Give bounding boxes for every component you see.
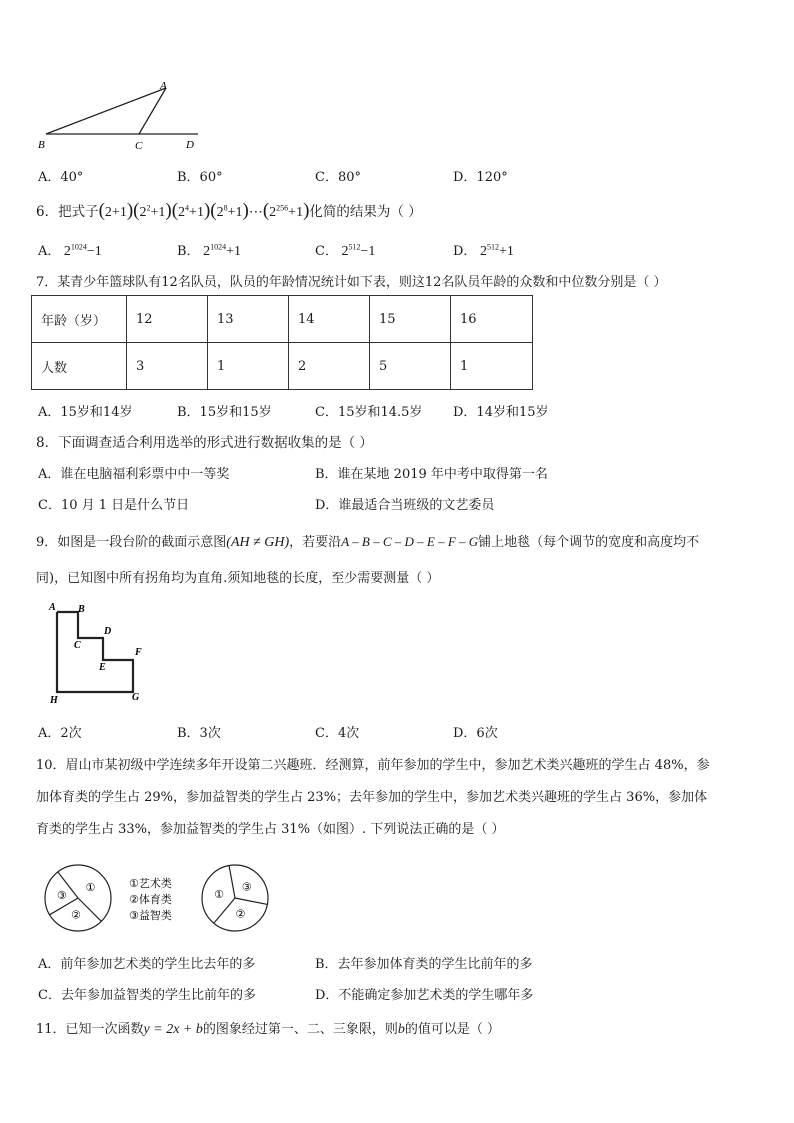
q5-option-c[interactable]: C．80° bbox=[315, 170, 361, 185]
label-d: D bbox=[186, 139, 194, 151]
q8-option-a[interactable]: A．谁在电脑福利彩票中中一等奖 bbox=[38, 467, 230, 482]
q6-option-c[interactable]: C． $2^{512}-1$ bbox=[315, 242, 376, 259]
q7-stem: 7．某青少年篮球队有12名队员，队员的年龄情况统计如下表，则这12名队员年龄的众数和中位数分别是（ ） bbox=[36, 275, 667, 290]
q10-option-c[interactable]: C．去年参加益智类的学生比前年的多 bbox=[38, 988, 256, 1003]
q10-stem-line3: 育类的学生占 33%，参加益智类的学生占 31%（如图）. 下列说法正确的是（ ） bbox=[36, 822, 505, 837]
label-g: G bbox=[132, 692, 140, 703]
pie-slice-label: ② bbox=[235, 907, 246, 921]
q7-option-c[interactable]: C．15岁和14.5岁 bbox=[315, 405, 423, 420]
table-cell: 15 bbox=[370, 296, 451, 343]
legend-art: ①艺术类 bbox=[129, 877, 172, 890]
q10-stem-line2: 加体育类的学生占 29%，参加益智类的学生占 23%；去年参加的学生中，参加艺术类兴趣班的学生占 36%，参加体 bbox=[36, 790, 708, 805]
label-d: D bbox=[104, 626, 112, 637]
q8-stem: 8．下面调查适合利用选举的形式进行数据收集的是（ ） bbox=[36, 435, 373, 451]
table-cell: 14 bbox=[289, 296, 370, 343]
q6-expression: $(2+1)(2^2+1)(2^4+1)(2^8+1)\cdots(2^{256}+1)$ bbox=[98, 200, 310, 221]
pie-slice-divider bbox=[214, 898, 235, 923]
label-c: C bbox=[74, 640, 81, 651]
pie-slice-divider bbox=[229, 866, 235, 898]
table-cell: 3 bbox=[127, 343, 208, 390]
q10-pie-figure bbox=[40, 858, 280, 938]
table-cell: 1 bbox=[451, 343, 533, 390]
table-cell: 12 bbox=[127, 296, 208, 343]
q9-option-c[interactable]: C．4次 bbox=[315, 726, 360, 741]
line-ac bbox=[139, 88, 166, 134]
q5-option-b[interactable]: B．60° bbox=[177, 170, 223, 185]
q5-option-a[interactable]: A．40° bbox=[38, 170, 84, 185]
legend-puzzle: ③益智类 bbox=[129, 909, 172, 922]
line-ba bbox=[46, 88, 166, 134]
stairs-outline bbox=[57, 612, 133, 692]
q6-suffix: 化简的结果为（ ） bbox=[309, 204, 422, 220]
pie-slice-label: ② bbox=[70, 908, 81, 922]
q10-stem-line1: 10．眉山市某初级中学连续多年开设第二兴趣班．经测算，前年参加的学生中，参加艺术类兴趣班的学生占 48%，参 bbox=[36, 758, 710, 773]
q9-stem-line2: 同)，已知图中所有拐角均为直角.须知地毯的长度，至少需要测量（ ） bbox=[36, 571, 440, 586]
table-cell: 5 bbox=[370, 343, 451, 390]
pie-slice-divider bbox=[235, 898, 267, 904]
q8-option-b[interactable]: B．谁在某地 2019 年中考中取得第一名 bbox=[315, 467, 548, 482]
table-row bbox=[32, 343, 533, 390]
pie-chart-previous-year bbox=[45, 865, 111, 931]
table-cell: 人数 bbox=[32, 343, 127, 390]
q9-option-a[interactable]: A．2次 bbox=[38, 726, 82, 741]
q7-age-table bbox=[31, 295, 533, 390]
q9-stairs-figure bbox=[44, 600, 154, 706]
legend-sports: ②体育类 bbox=[129, 893, 172, 906]
q7-option-a[interactable]: A．15岁和14岁 bbox=[38, 405, 133, 420]
table-cell: 2 bbox=[289, 343, 370, 390]
q6-option-a[interactable]: A． $2^{1024}-1$ bbox=[38, 242, 102, 259]
pie-chart-last-year bbox=[202, 865, 268, 931]
q8-option-d[interactable]: D．谁最适合当班级的文艺委员 bbox=[315, 498, 495, 513]
q7-option-d[interactable]: D．14岁和15岁 bbox=[453, 405, 549, 420]
q9-option-b[interactable]: B．3次 bbox=[177, 726, 221, 741]
label-h: H bbox=[50, 695, 58, 706]
table-row bbox=[32, 296, 533, 343]
q7-option-b[interactable]: B．15岁和15岁 bbox=[177, 405, 272, 420]
q11-stem: 11．已知一次函数y = 2x + b的图象经过第一、二、三象限，则b的值可以是（ ） bbox=[36, 1022, 501, 1037]
table-cell: 年龄（岁） bbox=[32, 296, 127, 343]
q6-option-b[interactable]: B． $2^{1024}+1$ bbox=[177, 242, 241, 259]
table-cell: 13 bbox=[208, 296, 289, 343]
label-b: B bbox=[38, 139, 45, 151]
label-a: A bbox=[160, 80, 167, 92]
label-b: B bbox=[78, 604, 85, 615]
q9-option-d[interactable]: D．6次 bbox=[453, 726, 498, 741]
q9-stem-line1: 9．如图是一段台阶的截面示意图(AH ≠ GH)，若要沿A – B – C – D – E – F – G铺上地毯（每个调节的宽度和高度均不 bbox=[36, 534, 700, 550]
label-e: E bbox=[99, 662, 106, 673]
pie-slice-label: ③ bbox=[56, 888, 67, 902]
pie-slice-label: ① bbox=[85, 881, 96, 895]
q10-option-d[interactable]: D．不能确定参加艺术类的学生哪年多 bbox=[315, 988, 534, 1003]
q8-option-c[interactable]: C．10 月 1 日是什么节日 bbox=[38, 498, 190, 513]
label-c: C bbox=[135, 140, 143, 152]
q6-option-d[interactable]: D． $2^{512}+1$ bbox=[453, 242, 514, 259]
q6-prefix: 6．把式子 bbox=[36, 204, 99, 220]
q6-stem bbox=[36, 200, 422, 222]
pie-slice-label: ③ bbox=[241, 880, 252, 894]
q10-option-b[interactable]: B．去年参加体育类的学生比前年的多 bbox=[315, 957, 533, 972]
pie-slice-label: ① bbox=[214, 887, 224, 901]
label-a: A bbox=[49, 602, 56, 613]
label-f: F bbox=[135, 647, 142, 658]
q10-option-a[interactable]: A．前年参加艺术类的学生比去年的多 bbox=[38, 957, 256, 972]
pie-slice-divider bbox=[78, 898, 101, 921]
q5-option-d[interactable]: D．120° bbox=[453, 170, 508, 185]
q5-figure bbox=[36, 78, 206, 154]
table-cell: 1 bbox=[208, 343, 289, 390]
table-cell: 16 bbox=[451, 296, 533, 343]
